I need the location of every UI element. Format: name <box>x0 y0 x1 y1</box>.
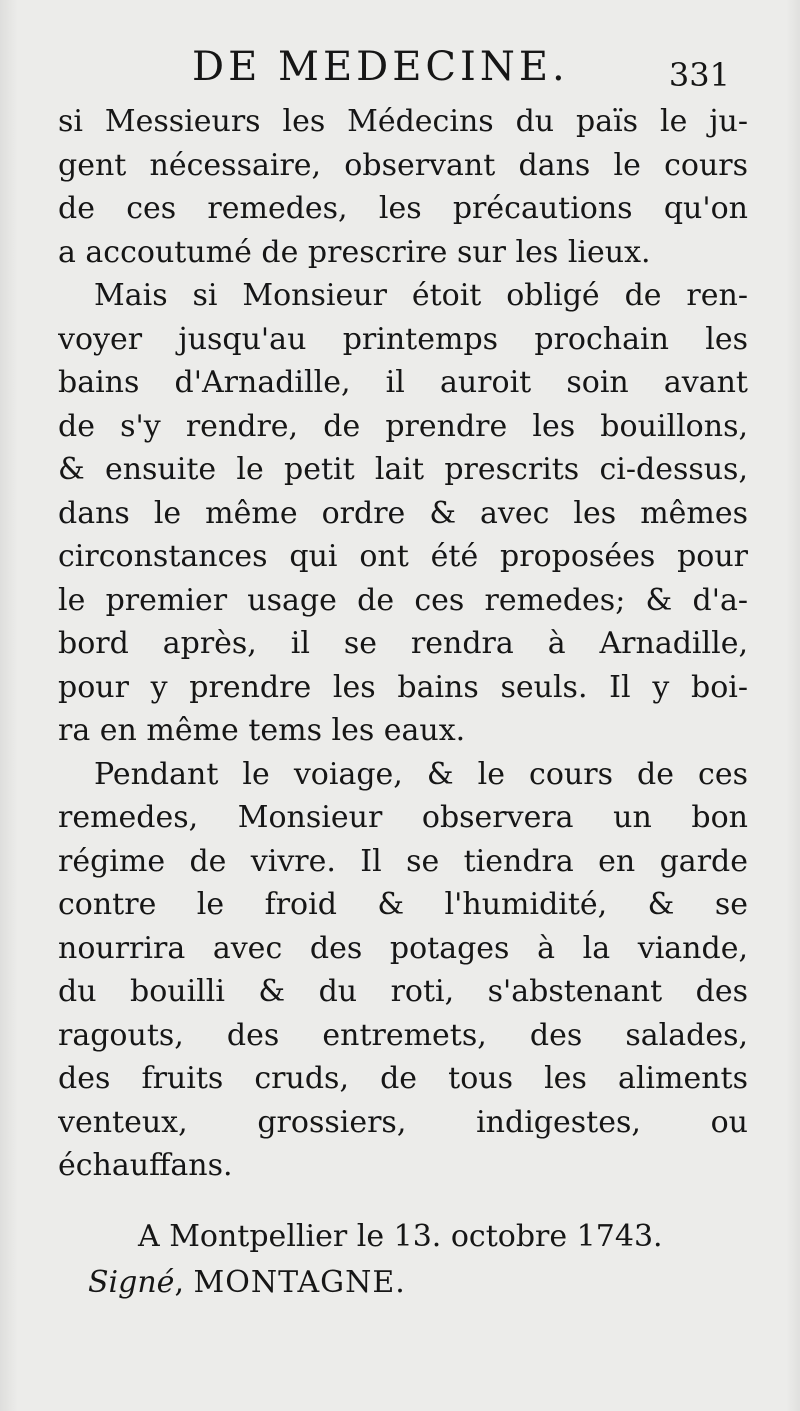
paragraph-1 <box>58 100 748 274</box>
paragraph-3 <box>58 753 748 1188</box>
text-line: le premier usage de ces remedes; & d'a- <box>58 582 748 618</box>
text-line: venteux, grossiers, indigestes, ou <box>58 1104 748 1140</box>
text-line: circonstances qui ont été proposées pour <box>58 539 748 574</box>
text-line: du bouilli & du roti, s'abstenant des <box>58 974 748 1009</box>
text-line: dans le même ordre & avec les mêmes <box>58 495 748 531</box>
text-line: de ces remedes, les précautions qu'on <box>58 191 748 226</box>
text-line: remedes, Monsieur observera un bon <box>58 800 748 835</box>
closing-block <box>58 1214 748 1306</box>
text-line: des fruits cruds, de tous les aliments <box>58 1061 748 1096</box>
text-line: a accoutumé de prescrire sur les lieux. <box>58 234 651 270</box>
text-line: & ensuite le petit lait prescrits ci-dessus, <box>58 452 748 487</box>
paragraph-2 <box>58 274 748 753</box>
text-line: gent nécessaire, observant dans le cours <box>58 147 748 183</box>
text-line: pour y prendre les bains seuls. Il y boi- <box>58 669 748 705</box>
body-text <box>58 100 748 1306</box>
signed-label: Signé <box>88 1264 175 1300</box>
page-header <box>60 44 750 104</box>
text-line: ra en même tems les eaux. <box>58 713 466 748</box>
text-line: bains d'Arnadille, il auroit soin avant <box>58 365 748 400</box>
text-line: de s'y rendre, de prendre les bouillons, <box>58 408 748 444</box>
closing-gap <box>58 1188 748 1214</box>
running-head: DE MEDECINE. <box>192 44 569 90</box>
text-line: Pendant le voiage, & le cours de ces <box>94 756 748 792</box>
text-line: échauffans. <box>58 1148 233 1183</box>
text-line: contre le froid & l'humidité, & se <box>58 887 748 922</box>
text-line: si Messieurs les Médecins du païs le ju- <box>58 104 748 139</box>
text-line: voyer jusqu'au printemps prochain les <box>58 321 748 357</box>
signature-line: Signé, MONTAGNE. <box>88 1264 406 1300</box>
text-line: Mais si Monsieur étoit obligé de ren- <box>94 278 748 313</box>
place-and-date: A Montpellier le 13. octobre 1743. <box>138 1218 663 1254</box>
page-number: 331 <box>668 56 730 94</box>
text-line: régime de vivre. Il se tiendra en garde <box>58 843 748 879</box>
text-line: ragouts, des entremets, des salades, <box>58 1017 748 1053</box>
text-line: nourrira avec des potages à la viande, <box>58 930 748 966</box>
text-line: bord après, il se rendra à Arnadille, <box>58 626 748 661</box>
author-name: MONTAGNE. <box>193 1264 406 1300</box>
